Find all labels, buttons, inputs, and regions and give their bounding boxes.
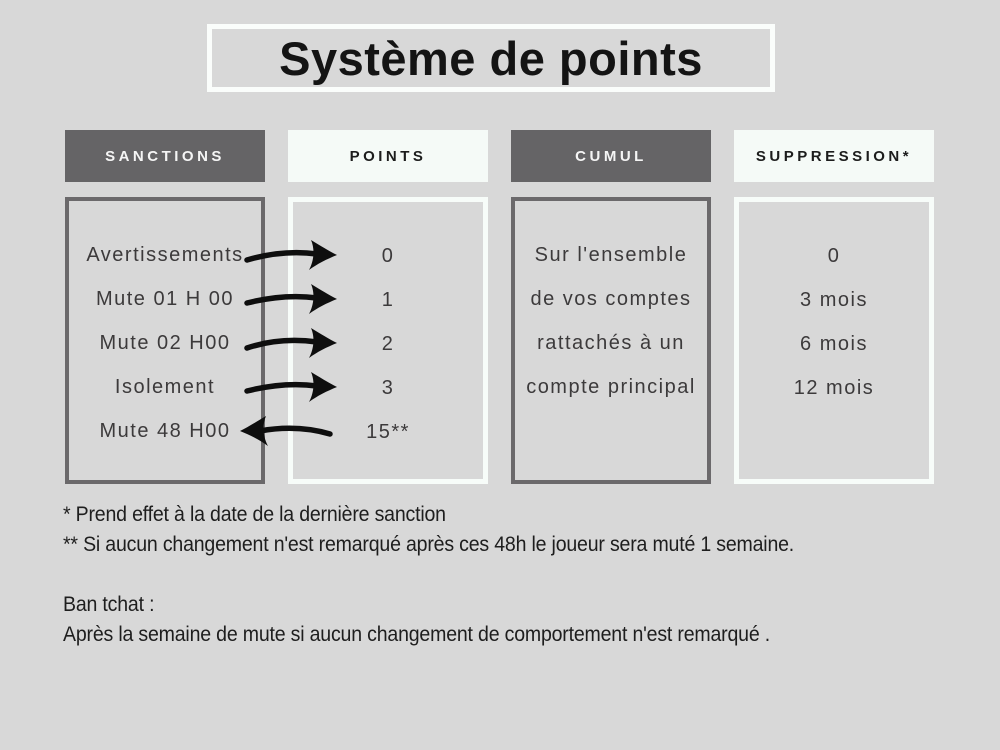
arrow-left-icon: [238, 411, 334, 451]
header-sanctions: SANCTIONS: [65, 130, 265, 182]
points-value: 1: [381, 289, 395, 311]
sanction-item: Mute 02 H00: [99, 332, 231, 354]
suppression-box: [734, 197, 934, 484]
footnote-48h: ** Si aucun changement n'est remarqué après ces 48h le joueur sera muté 1 semaine.: [63, 533, 795, 556]
cumul-line: de vos comptes: [530, 288, 692, 310]
arrow-right-icon: [243, 279, 339, 319]
header-cumul: CUMUL: [511, 130, 711, 182]
sanction-item: Isolement: [114, 376, 216, 398]
suppression-value: 12 mois: [793, 377, 875, 399]
sanctions-box: [65, 197, 265, 484]
points-value: 0: [381, 245, 395, 267]
suppression-value: 3 mois: [800, 289, 868, 311]
header-suppression: SUPPRESSION*: [734, 130, 934, 182]
points-value: 15**: [366, 421, 410, 443]
ban-tchat-text: Après la semaine de mute si aucun changement de comportement n'est remarqué .: [63, 623, 770, 646]
sanction-item: Avertissements: [86, 244, 244, 266]
suppression-value: 6 mois: [800, 333, 868, 355]
title-box: [207, 24, 775, 92]
points-value: 2: [381, 333, 395, 355]
sanction-item: Mute 48 H00: [99, 420, 231, 442]
page-title: Système de points: [279, 31, 703, 85]
cumul-line: rattachés à un: [537, 332, 685, 354]
arrow-right-icon: [243, 367, 339, 407]
header-points: POINTS: [288, 130, 488, 182]
suppression-value: 0: [827, 245, 841, 267]
cumul-line: compte principal: [526, 376, 696, 398]
footnote-prend-effet: * Prend effet à la date de la dernière sanction: [63, 503, 446, 526]
points-value: 3: [381, 377, 395, 399]
cumul-box: [511, 197, 711, 484]
ban-tchat-title: Ban tchat :: [63, 593, 155, 616]
sanction-item: Mute 01 H 00: [95, 288, 235, 310]
arrow-right-icon: [243, 235, 339, 275]
cumul-line: Sur l'ensemble: [534, 244, 688, 266]
arrow-right-icon: [243, 323, 339, 363]
